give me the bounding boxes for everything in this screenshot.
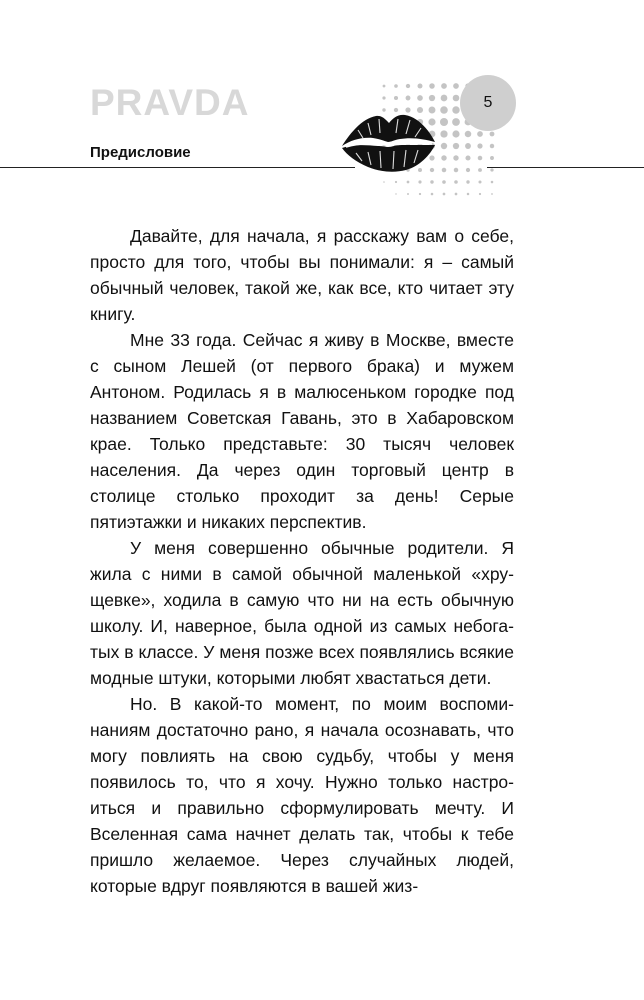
halftone-dot <box>490 132 495 137</box>
halftone-dot <box>491 193 493 195</box>
halftone-dot <box>452 106 459 113</box>
paragraph: Мне 33 года. Сейчас я живу в Москве, вместе с сыном Лешей (от первого брака) и мужем Антоном. Родилась я в малюсеньком городке под названием Советская Гавань, это в Хабаровском крае. Только представьте: 30 тысяч человек населения. Да через один торговый центр в столице столько проходит за день! Серые пятиэтажки и никаких перспектив. <box>90 330 514 532</box>
halftone-dot <box>453 83 459 89</box>
halftone-dot <box>429 95 435 101</box>
halftone-dot <box>394 84 398 88</box>
halftone-dot <box>395 193 396 194</box>
halftone-dot <box>430 180 433 183</box>
halftone-dot <box>440 130 447 137</box>
halftone-dot <box>417 83 422 88</box>
halftone-dot <box>466 168 470 172</box>
halftone-dot <box>394 96 398 100</box>
halftone-dot <box>429 83 435 89</box>
halftone-dot <box>441 83 447 89</box>
halftone-dot <box>417 95 423 101</box>
halftone-dot <box>478 168 482 172</box>
halftone-dot <box>453 95 460 102</box>
brand-logo-text: PRAVDA <box>90 82 250 123</box>
halftone-dot <box>452 130 459 137</box>
halftone-dot <box>453 143 459 149</box>
halftone-dot <box>440 118 448 126</box>
halftone-dot <box>382 96 385 99</box>
halftone-dot <box>491 181 494 184</box>
halftone-dot <box>478 156 483 161</box>
halftone-dot <box>454 180 458 184</box>
halftone-dot <box>418 180 421 183</box>
halftone-dot <box>442 180 446 184</box>
lips-print-icon <box>338 108 438 176</box>
halftone-dot <box>477 143 482 148</box>
halftone-dot <box>431 193 434 196</box>
halftone-dot <box>383 181 385 183</box>
halftone-dot <box>490 144 494 148</box>
halftone-dot <box>406 84 410 88</box>
halftone-dot <box>479 193 481 195</box>
body-text <box>90 223 514 899</box>
halftone-dot <box>407 181 410 184</box>
paragraph: У меня совершенно обычные родители. Я жила с ними в самой обычной маленькой «хрущевке», ходила в самую что ни на есть обычную школу. И, наверное, была одной из самых небогатых в классе. У меня позже всех появлялись всякие модные штуки, которыми любят хвастаться дети. <box>90 538 514 688</box>
halftone-dot <box>478 180 481 183</box>
halftone-dot <box>477 131 483 137</box>
header-rule-right <box>487 167 644 168</box>
halftone-dot <box>441 155 446 160</box>
halftone-dot <box>395 181 397 183</box>
halftone-dot <box>465 155 470 160</box>
section-title: Предисловие <box>90 144 191 161</box>
halftone-dot <box>406 96 411 101</box>
paragraph: Давайте, для начала, я расскажу вам о себе, просто для того, чтобы вы понимали: я – самый обычный человек, такой же, как все, кто читает эту книгу. <box>90 226 514 324</box>
halftone-dot <box>455 193 458 196</box>
halftone-dot <box>383 85 386 88</box>
page-number-badge <box>460 75 516 131</box>
halftone-dot <box>466 180 469 183</box>
halftone-dot <box>467 193 470 196</box>
halftone-dot <box>443 193 446 196</box>
halftone-dot <box>419 193 421 195</box>
page-number: 5 <box>483 94 493 111</box>
halftone-dot <box>407 193 409 195</box>
halftone-dot <box>441 95 448 102</box>
paragraph: Но. В какой-то момент, по моим воспоминаниям достаточно рано, я начала осознавать, что могу повлиять на свою судьбу, чтобы у меня появилось то, что я хочу. Нужно только настроиться и правильно сформулировать мечту. И Вселенная сама начнет делать так, чтобы к тебе пришло желаемое. Через случайных людей, которые вдруг появляются в вашей жиз- <box>90 694 514 896</box>
header-rule-left <box>0 167 355 168</box>
halftone-dot <box>465 131 472 138</box>
halftone-dot <box>465 143 471 149</box>
halftone-dot <box>442 168 447 173</box>
halftone-dot <box>490 168 493 171</box>
halftone-dot <box>440 106 448 114</box>
halftone-dot <box>454 168 459 173</box>
halftone-dot <box>490 156 494 160</box>
halftone-dot <box>441 143 447 149</box>
halftone-dot <box>452 118 460 126</box>
halftone-dot <box>453 155 458 160</box>
